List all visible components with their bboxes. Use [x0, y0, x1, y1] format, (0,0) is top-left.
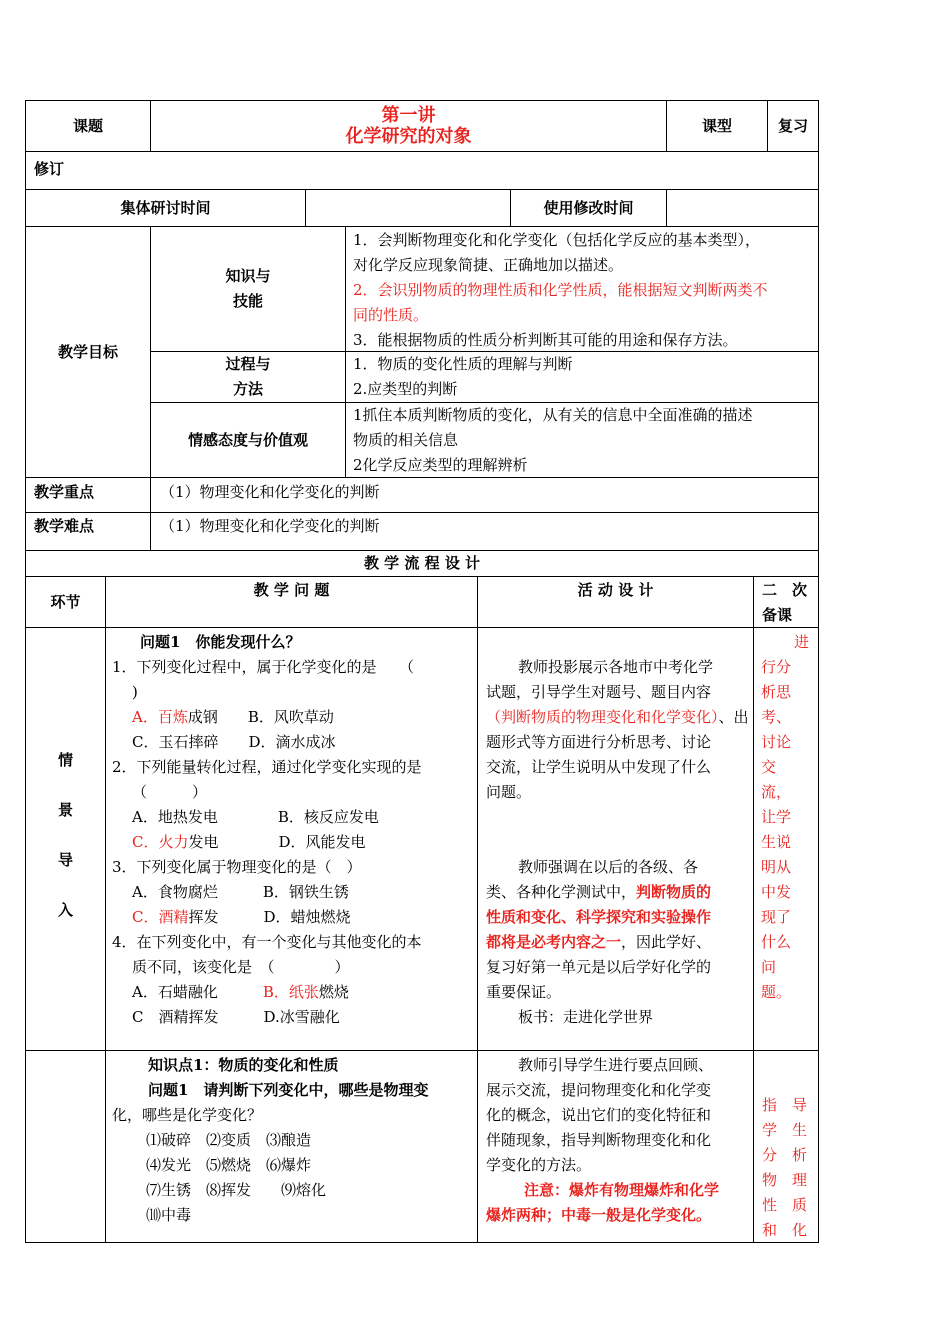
emotion-line: 1抓住本质判断物质的变化，从有关的信息中全面准确的描述: [353, 406, 753, 424]
activity-line: [486, 880, 711, 905]
second-prep-line: 物 理: [762, 1171, 808, 1189]
process-label-line: 方法: [232, 380, 263, 398]
question-text: 4．在下列变化中，有一个变化与其他变化的本: [112, 933, 422, 951]
activity-line: [486, 930, 711, 955]
stage-char: 导: [57, 851, 73, 869]
second-prep-line: 什么: [761, 933, 792, 951]
process-line: 1．物质的变化性质的理解与判断: [353, 355, 573, 373]
second-prep-line: 交: [761, 758, 777, 776]
process-label-line: 过程与: [225, 355, 271, 373]
second-prep-line: 讨论: [761, 733, 792, 751]
activity-line: 教师引导学生进行要点回顾、: [518, 1056, 714, 1074]
difficult-point-value: （1）物理变化和化学变化的判断: [160, 517, 380, 535]
answer-highlight: A．百炼: [132, 708, 188, 726]
activity-line: 学变化的方法。: [486, 1156, 592, 1174]
process-label: [151, 352, 345, 402]
second-prep-line: 分 析: [762, 1146, 808, 1164]
question-title: 问题1 你能发现什么？: [140, 633, 301, 651]
question-text: ): [132, 683, 138, 701]
col-second-header: [762, 578, 818, 628]
change-items-row: ⑺生锈 ⑻挥发 ⑼熔化: [146, 1181, 327, 1199]
activity-note: 爆炸两种；中毒一般是化学变化。: [486, 1206, 712, 1224]
table-rule: [25, 576, 819, 577]
research-time-label: 集体研讨时间: [120, 198, 211, 217]
knowledge-label-line: 技能: [232, 292, 263, 310]
col-activity-header: 活 动 设 计: [577, 581, 654, 599]
option-text: A．石蜡融化: [132, 983, 263, 1001]
process-line: 2.应类型的判断: [353, 380, 458, 398]
option-text: 燃烧: [318, 983, 349, 1001]
knowledge-line: 对化学反应现象简捷、正确地加以描述。: [353, 256, 624, 274]
activity-line: 问题。: [486, 783, 532, 801]
second-prep-line: 性 质: [762, 1196, 808, 1214]
col-second-header-line: 备课: [762, 606, 793, 624]
flow-title: 教 学 流 程 设 计: [363, 554, 481, 572]
question-title: 问题1 请判断下列变化中，哪些是物理变: [148, 1081, 429, 1099]
option-line: [132, 980, 349, 1005]
table-rule: [105, 576, 106, 1242]
activity-text: 类、各种化学测试中，: [486, 883, 637, 901]
activity-highlight: 都将是必考内容之一: [486, 933, 622, 951]
knowledge-line: 1．会判断物理变化和化学变化（包括化学反应的基本类型），: [353, 231, 761, 249]
col-stage-header: 环节: [50, 592, 81, 611]
second-prep-line: 进: [794, 633, 810, 651]
activity-line: 伴随现象，指导判断物理变化和化: [486, 1131, 712, 1149]
option-line: [132, 705, 334, 730]
table-rule: [25, 1050, 819, 1051]
activity-highlight: （判断物质的物理变化和化学变化）: [486, 708, 719, 726]
activity-text: ，因此学好、: [621, 933, 712, 951]
stage-char: 入: [57, 901, 73, 919]
modify-time-label: 使用修改时间: [543, 198, 634, 217]
revision-label: 修订: [34, 160, 65, 178]
second-prep-line: 指 导: [762, 1096, 808, 1114]
activity-line: 交流，让学生说明从中发现了什么: [486, 758, 712, 776]
activity-line: 化的概念，说出它们的变化特征和: [486, 1106, 712, 1124]
answer-highlight: C．酒精: [132, 908, 189, 926]
col-second-header-line: 二 次: [762, 581, 808, 599]
question-text: 3．下列变化属于物理变化的是（ ）: [112, 858, 362, 876]
answer-highlight: C．火力: [132, 833, 189, 851]
change-items-row: ⑽中毒: [146, 1206, 192, 1224]
goals-label: 教学目标: [57, 342, 118, 361]
key-point-label: 教学重点: [34, 483, 95, 501]
second-prep-line: 现了: [761, 908, 792, 926]
knowledge-label: [151, 227, 345, 351]
knowledge-line-highlight: 同的性质。: [353, 306, 429, 324]
second-prep-line: 析思: [761, 683, 792, 701]
option-text: 发电 D．风能发电: [188, 833, 366, 851]
second-prep-line: 和 化: [762, 1221, 808, 1239]
second-prep-line: 流，: [761, 783, 792, 801]
activity-line: 试题，引导学生对题号、题目内容: [486, 683, 712, 701]
second-prep-line: 让学: [761, 808, 792, 826]
second-prep-line: 问: [761, 958, 777, 976]
activity-highlight: 判断物质的: [636, 883, 712, 901]
activity-line: [486, 705, 749, 730]
type-value: 复习: [777, 116, 808, 135]
lesson-title-line1: 第一讲: [381, 105, 436, 126]
option-text: 挥发 D．蜡烛燃烧: [188, 908, 351, 926]
question-text: 2．下列能量转化过程，通过化学变化实现的是: [112, 758, 422, 776]
option-line: [132, 905, 351, 930]
second-prep-line: 中发: [761, 883, 792, 901]
stage-char: 景: [57, 801, 73, 819]
activity-line: 教师强调在以后的各级、各: [518, 858, 699, 876]
blackboard-note: 板书：走进化学世界: [518, 1008, 654, 1026]
activity-line: 复习好第一单元是以后学好化学的: [486, 958, 712, 976]
activity-line: 教师投影展示各地市中考化学: [518, 658, 714, 676]
question-text: 质不同，该变化是 （ ）: [132, 958, 350, 976]
activity-note: 注意：爆炸有物理爆炸和化学: [524, 1181, 720, 1199]
knowledge-label-line: 知识与: [225, 267, 271, 285]
table-rule: [345, 226, 346, 477]
table-rule: [477, 576, 478, 1242]
emotion-line: 物质的相关信息: [353, 431, 459, 449]
second-prep-line: 生说: [761, 833, 792, 851]
question-text: 1．下列变化过程中，属于化学变化的是 （: [112, 658, 415, 676]
table-rule: [753, 576, 754, 1242]
option-line: A．地热发电 B．核反应发电: [132, 808, 379, 826]
col-question-header: 教 学 问 题: [253, 581, 330, 599]
change-items-row: ⑴破碎 ⑵变质 ⑶酿造: [146, 1131, 312, 1149]
activity-line: 展示交流，提问物理变化和化学变: [486, 1081, 712, 1099]
table-rule: [305, 189, 306, 226]
difficult-point-label: 教学难点: [34, 517, 95, 535]
option-text: 成钢 B．风吹草动: [187, 708, 334, 726]
option-line: C 酒精挥发 D.冰雪融化: [132, 1008, 340, 1026]
stage-char: 情: [57, 751, 73, 769]
topic-label: 课题: [72, 116, 103, 135]
change-items-row: ⑷发光 ⑸燃烧 ⑹爆炸: [146, 1156, 312, 1174]
second-prep-line: 题。: [761, 983, 792, 1001]
activity-line: 重要保证。: [486, 983, 562, 1001]
table-rule: [25, 627, 819, 628]
emotion-line: 2化学反应类型的理解辨析: [353, 456, 528, 474]
table-border-bottom: [25, 1242, 819, 1243]
question-text: [148, 1078, 428, 1103]
lesson-title: [151, 101, 666, 151]
second-prep-line: 行分: [761, 658, 792, 676]
question-text: （ ）: [132, 783, 208, 801]
knowledge-line-highlight: 2．会识别物质的物理性质和化学性质，能根据短文判断两类不: [353, 281, 768, 299]
key-point-value: （1）物理变化和化学变化的判断: [160, 483, 380, 501]
option-line: [132, 830, 366, 855]
activity-line: 题形式等方面进行分析思考、讨论: [486, 733, 712, 751]
option-line: A．食物腐烂 B．钢铁生锈: [132, 883, 349, 901]
second-prep-line: 考、: [761, 708, 792, 726]
table-border-right: [818, 100, 819, 1243]
type-label: 课型: [701, 116, 732, 135]
second-prep-line: 明从: [761, 858, 792, 876]
answer-highlight: B．纸张: [262, 983, 319, 1001]
knowledge-point-title: 知识点1：物质的变化和性质: [148, 1056, 339, 1074]
activity-text: 、出: [718, 708, 749, 726]
option-line: C．玉石摔碎 D．滴水成冰: [132, 733, 336, 751]
knowledge-line: 3．能根据物质的性质分析判断其可能的用途和保存方法。: [353, 331, 738, 349]
lesson-title-line2: 化学研究的对象: [345, 126, 472, 147]
second-prep-line: 学 生: [762, 1121, 808, 1139]
table-rule: [25, 151, 819, 152]
stage-intro: [26, 748, 105, 948]
table-rule: [25, 512, 819, 513]
question-text: 化，哪些是化学变化？: [112, 1106, 263, 1124]
table-rule: [666, 189, 667, 226]
activity-highlight: 性质和变化、科学探究和实验操作: [486, 908, 712, 926]
emotion-label: 情感态度与价值观: [187, 430, 308, 449]
